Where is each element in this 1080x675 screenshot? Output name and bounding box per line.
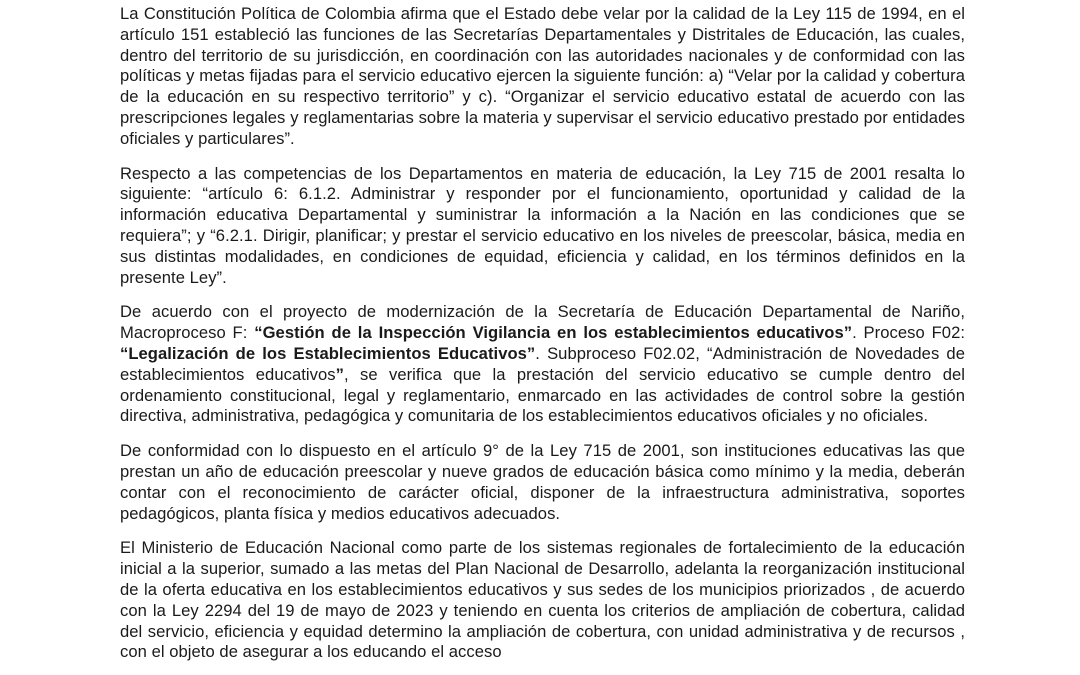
paragraph-modernizacion (120, 302, 965, 427)
closing-quote: ” (335, 364, 344, 384)
paragraph-text: . Proceso F02: (852, 323, 966, 343)
paragraph-text: De conformidad con lo dispuesto en el artículo 9° de la Ley 715 de 2001, son instituciones educativas las que prestan un año de educación preescolar y nueve grados de educación básica como mínimo y la media, deberán contar con el reconocimiento de carácter oficial, disponer de la infraestructura administrativa, soportes pedagógicos, planta física y medios educativos adecuados. (120, 441, 965, 523)
macroproceso-name: “Gestión de la Inspección Vigilancia en los establecimientos educativos” (254, 323, 853, 343)
proceso-name: “Legalización de los Establecimientos Educativos” (120, 343, 536, 363)
paragraph-constitucion (120, 4, 965, 150)
paragraph-competencias (120, 164, 965, 289)
paragraph-text: El Ministerio de Educación Nacional como parte de los sistemas regionales de fortalecimiento de la educación inicial a la superior, sumado a las metas del Plan Nacional de Desarrollo, adelanta la reorganización institucional de la oferta educativa en los establecimientos educativos y sus sedes de los municipios priorizados , de acuerdo con la Ley 2294 del 19 de mayo de 2023 y teniendo en cuenta los criterios de ampliación de cobertura, calidad del servicio, eficiencia y equidad determino la ampliación de cobertura, con unidad administrativa y de recursos , con el objeto de asegurar a los educando el acceso (120, 538, 965, 662)
paragraph-text: Respecto a las competencias de los Departamentos en materia de educación, la Ley 715 de 2001 resalta lo siguiente: “artículo 6: 6.1.2. Administrar y responder por el funcionamiento, oportunidad y calidad de la información educativa Departamental y suministrar la información a la Nación en las condiciones que se requiera”; y “6.2.1. Dirigir, planificar; y prestar el servicio educativo en los niveles de preescolar, básica, media en sus distintas modalidades, en condiciones de equidad, eficiencia y calidad, en los términos definidos en la presente Ley”. (120, 163, 965, 287)
paragraph-text: . Subproceso F02.02, “Administración de Novedades de establecimientos educativos (120, 343, 965, 384)
paragraph-articulo-9 (120, 441, 965, 524)
paragraph-text: La Constitución Política de Colombia afirma que el Estado debe velar por la calidad de la Ley 115 de 1994, en el artículo 151 estableció las funciones de las Secretarías Departamentales y Distritales de Educación, las cuales, dentro del territorio de su jurisdicción, en coordinación con las autoridades nacionales y de conformidad con las políticas y metas fijadas para el servicio educativo ejercen la siguiente función: a) “Velar por la calidad y cobertura de la educación en su respectivo territorio” y c). “Organizar el servicio educativo estatal de acuerdo con las prescripciones legales y reglamentarias sobre la materia y supervisar el servicio educativo prestado por entidades oficiales y particulares”. (120, 4, 965, 148)
document-body (120, 4, 965, 675)
paragraph-text: , se verifica que la prestación del servicio educativo se cumple dentro del ordenamiento constitucional, legal y reglamentario, enmarcado en las actividades de control sobre la gestión directiva, administrativa, pedagógica y comunitaria de los establecimientos educativos oficiales y no oficiales. (120, 364, 965, 426)
paragraph-ministerio (120, 538, 965, 663)
paragraph-text: De acuerdo con el proyecto de modernización de la Secretaría de Educación Departamental de Nariño, Macroproceso F: (120, 302, 965, 343)
